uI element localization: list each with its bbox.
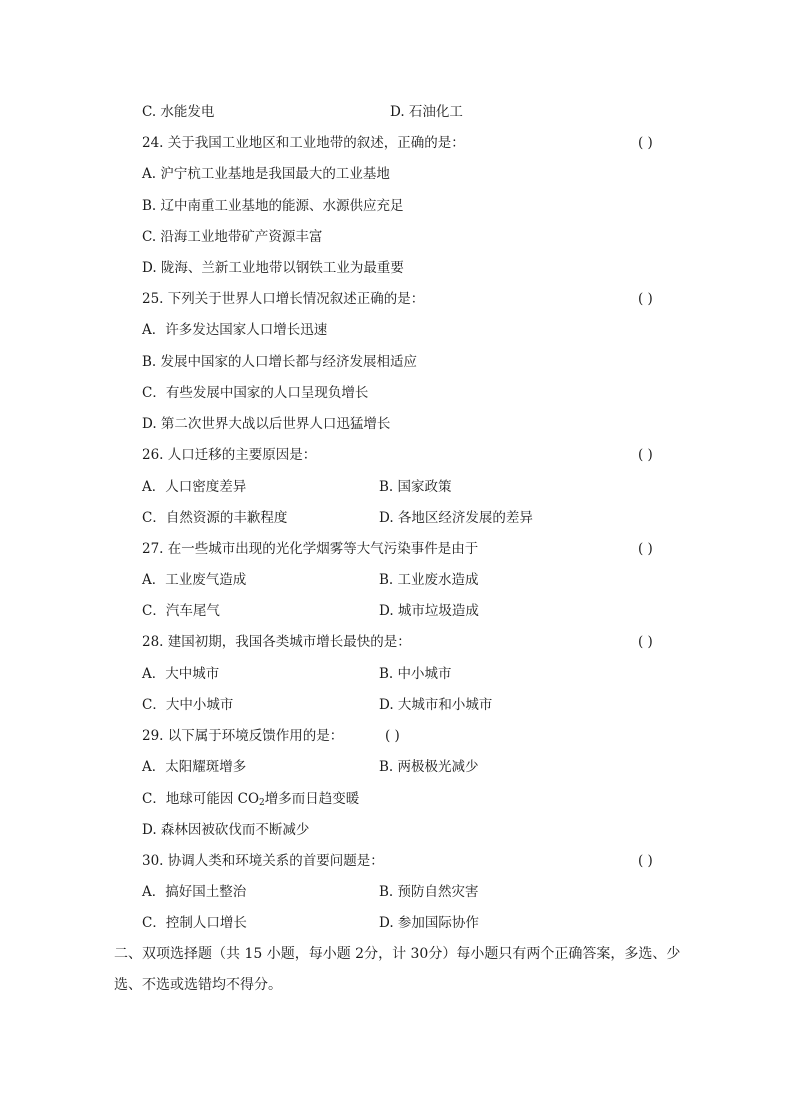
q27-option-a: A．工业废气造成 <box>142 572 247 588</box>
section-2-heading: 二、双项选择题（共 15 小题，每小题 2分，计 30分）每小题只有两个正确答案，多选、少选、不选或选错均不得分。 <box>114 946 681 993</box>
q29-option-a: A．太阳耀斑增多 <box>142 759 247 775</box>
q26-stem: 26. 人口迁移的主要原因是： <box>142 447 317 463</box>
q29-answer-paren: ( ) <box>385 728 400 744</box>
q28-option-a: A．大中城市 <box>142 666 220 682</box>
q25-answer-paren: ( ) <box>638 291 653 307</box>
q24-option-c: C. 沿海工业地带矿产资源丰富 <box>142 229 323 245</box>
q26-option-c: C．自然资源的丰歉程度 <box>142 510 288 526</box>
q26-answer-paren: ( ) <box>638 447 653 463</box>
q23-option-c: C. 水能发电 <box>142 104 215 120</box>
q25-option-c: C．有些发展中国家的人口呈现负增长 <box>142 385 369 401</box>
q24-answer-paren: ( ) <box>638 135 653 151</box>
q30-option-d: D. 参加国际协作 <box>379 915 479 931</box>
q24-option-d: D. 陇海、兰新工业地带以钢铁工业为最重要 <box>142 260 404 276</box>
q30-option-c: C．控制人口增长 <box>142 915 247 931</box>
q30-stem: 30. 协调人类和环境关系的首要问题是： <box>142 853 384 869</box>
q26-option-b: B. 国家政策 <box>379 479 452 495</box>
q27-option-b: B. 工业废水造成 <box>379 572 479 588</box>
q28-option-c: C．大中小城市 <box>142 697 234 713</box>
q28-option-d: D. 大城市和小城市 <box>379 697 493 713</box>
q25-option-b: B. 发展中国家的人口增长都与经济发展相适应 <box>142 354 418 370</box>
q30-answer-paren: ( ) <box>638 853 653 869</box>
q27-stem: 27. 在一些城市出现的光化学烟雾等大气污染事件是由于 <box>142 541 479 557</box>
q26-option-a: A．人口密度差异 <box>142 479 247 495</box>
q27-option-c: C．汽车尾气 <box>142 603 220 619</box>
q23-option-d: D. 石油化工 <box>390 104 463 120</box>
q24-option-b: B. 辽中南重工业基地的能源、水源供应充足 <box>142 198 404 214</box>
q29-option-d: D. 森林因被砍伐而不断减少 <box>142 822 310 838</box>
q30-option-a: A．搞好国土整治 <box>142 884 247 900</box>
q27-option-d: D. 城市垃圾造成 <box>379 603 479 619</box>
q25-option-a: A．许多发达国家人口增长迅速 <box>142 322 328 338</box>
q29-option-c-post: 增多而日趋变暖 <box>264 791 360 807</box>
q25-stem: 25. 下列关于世界人口增长情况叙述正确的是： <box>142 291 425 307</box>
q25-option-d: D. 第二次世界大战以后世界人口迅猛增长 <box>142 416 391 432</box>
q30-option-b: B. 预防自然灾害 <box>379 884 479 900</box>
q27-answer-paren: ( ) <box>638 541 653 557</box>
q29-option-c <box>142 790 359 812</box>
q28-answer-paren: ( ) <box>638 634 653 650</box>
q24-option-a: A. 沪宁杭工业基地是我国最大的工业基地 <box>142 166 390 182</box>
q24-stem: 24. 关于我国工业地区和工业地带的叙述，正确的是： <box>142 135 465 151</box>
q29-option-b: B. 两极极光减少 <box>379 759 479 775</box>
q29-option-c-sub: 2 <box>259 798 265 808</box>
q28-option-b: B. 中小城市 <box>379 666 452 682</box>
q29-stem: 29. 以下属于环境反馈作用的是： <box>142 728 344 744</box>
q26-option-d: D. 各地区经济发展的差异 <box>379 510 533 526</box>
q28-stem: 28. 建国初期，我国各类城市增长最快的是： <box>142 634 411 650</box>
q29-option-c-pre: C．地球可能因 CO <box>142 791 260 807</box>
